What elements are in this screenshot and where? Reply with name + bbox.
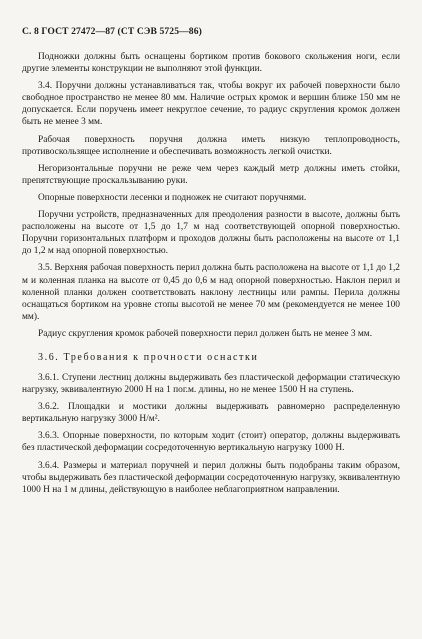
paragraph: Негоризонтальные поручни не реже чем через каждый метр должны иметь стойки, препятствующие проскальзыванию руки. [22, 163, 400, 186]
paragraph: 3.6.1. Ступени лестниц должны выдерживать без пластической деформации статическую нагрузку, эквивалентную 2000 Н на 1 пог.м. длины, но не менее 1500 Н на ступень. [22, 372, 400, 396]
paragraph: Опорные поверхности лесенки и подножек не считают поручнями. [38, 192, 307, 203]
paragraph: Поручни устройств, предназначенных для преодоления разности в высоте, должны быть расположены на высоте от 1,5 до 1,7 м над соответствующей опорной поверхностью. Поручни горизонтальных платформ и проходов должны быть расположены на высоте от 1,1 до 1,2 м над опорной поверхностью. [22, 210, 400, 257]
paragraph: 3.5. Верхняя рабочая поверхность перил должна быть расположена на высоте от 1,1 до 1,2 м и коленная планка на высоте от 0,45 до 0,6 м над опорной поверхностью. Наклон перил и коленной планки должен соответствовать наклону лестницы или рампы. Перила должны оснащаться бортиком на уровне стопы высотой не менее 70 мм (рекомендуется не менее 100 мм). [22, 263, 400, 322]
page-header: С. 8 ГОСТ 27472—87 (СТ СЭВ 5725—86) [22, 26, 202, 37]
paragraph: 3.6.4. Размеры и материал поручней и перил должны быть подобраны таким образом, чтобы выдерживать без пластической деформации сосредоточенную нагрузку, эквивалентную 1000 Н на 1 м длины, действующую в наиболее неблагоприятном направлении. [22, 460, 400, 495]
section-title: 3.6. Требования к прочности оснастки [38, 351, 259, 363]
paragraph: Рабочая поверхность поручня должна иметь низкую теплопроводность, противоскользящее исполнение и обеспечивать возможность легкой очистки. [22, 134, 400, 157]
paragraph: 3.6.2. Площадки и мостики должны выдерживать равномерно распределенную вертикальную нагрузку 3000 Н/м². [22, 402, 400, 425]
paragraph: 3.4. Поручни должны устанавливаться так, чтобы вокруг их рабочей поверхности было свободное пространство не менее 80 мм. Наличие острых кромок и вершин ближе 150 мм не допускается. Если поручень имеет некруглое сечение, то радиус скругления кромок должен быть не менее 3 мм. [22, 81, 400, 128]
body-text [22, 51, 400, 496]
paragraph: Радиус скругления кромок рабочей поверхности перил должен быть не менее 3 мм. [38, 328, 373, 339]
paragraph: 3.6.3. Опорные поверхности, по которым ходит (стоит) оператор, должны выдерживать без пластической деформации сосредоточенную вертикальную нагрузку 1000 Н. [22, 431, 400, 454]
paragraph: Подножки должны быть оснащены бортиком против бокового скольжения ноги, если другие элементы конструкции не выполняют этой функции. [22, 52, 400, 75]
